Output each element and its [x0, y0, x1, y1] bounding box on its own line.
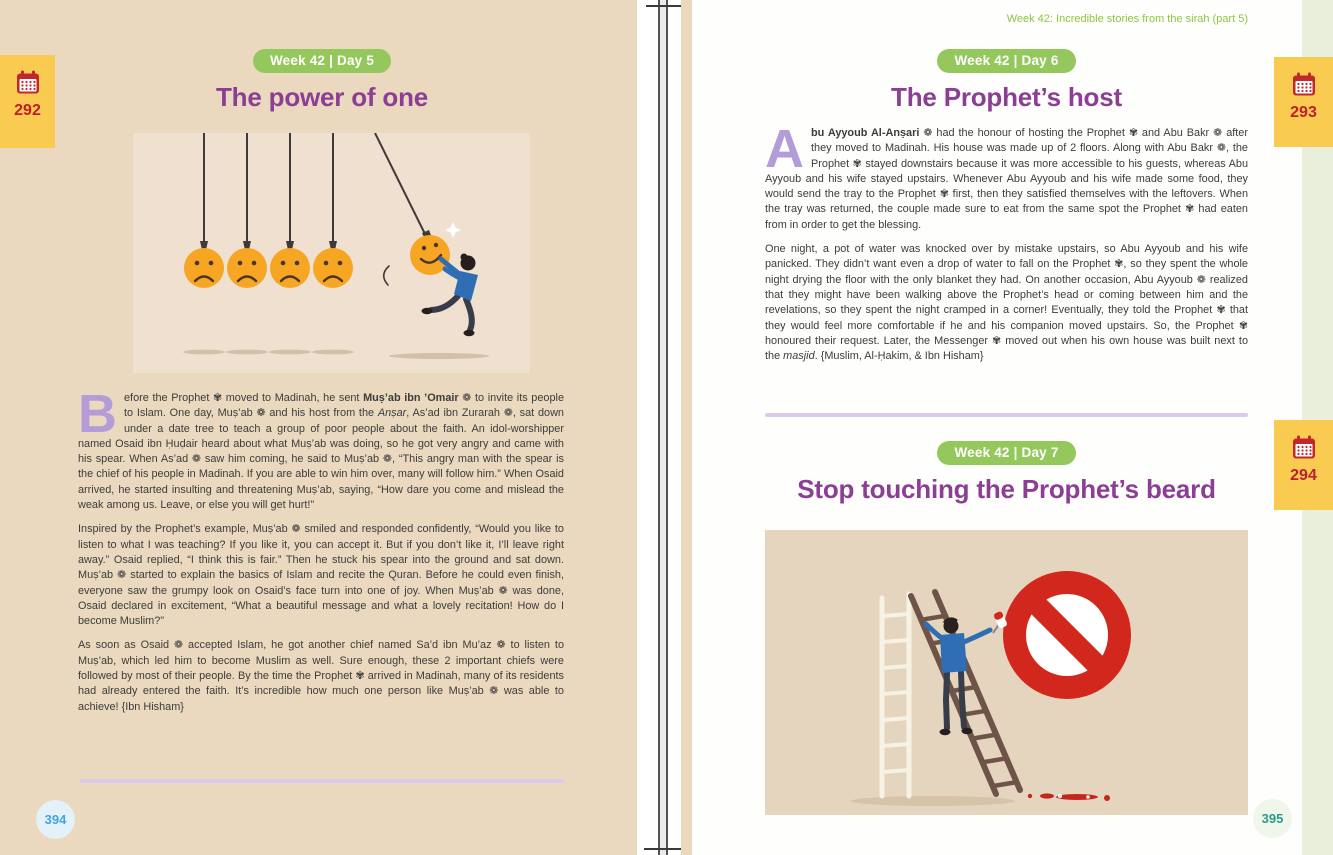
spine-line [666, 0, 668, 855]
page-edge [681, 0, 692, 855]
story-paragraph: One night, a pot of water was knocked over by mistake upstairs, so Abu Ayyoub and his wife panicked. They didn’t want even a drop of water to fall on the Prophet ✾, so they spent the whole night drying the floor with the only blanket they had. On another occasion, Abu Ayyoub ❁ realized that they might have been walking above the Prophet’s head or coming between him and the revelations, so they spent the night cramped in a corner! Eventually, they told the Prophet ✾ that they would feel more comfortable if he and his companion moved upstairs. So, the Prophet ✾ honoured their request. Later, the Messenger ✾ moved out when his own house was built next to the masjid. {Muslim, Al-Ḥakim, & Ibn Hisham} [765, 243, 1248, 363]
story-paragraph: Before the Prophet ✾ moved to Madinah, he sent Muṣ’ab ibn ’Omair ❁ to invite its people to Islam. One day, Muṣ’ab ❁ and his host from the Anṣar, As’ad ibn Zurarah ❁, sat down under a date tree to teach a group of poor people about the faith. An idol-worshipper named Osaid ibn Ḥuḍair heard about what Muṣ’ab was doing, so he got very angry and came with his spear. When As’ad ❁ saw him coming, he said to Muṣ’ab ❁, “This angry man with the spear is the chief of his people in Madinah. If you are able to win him over, many will follow him.” When Osaid arrived, he started insulting and threatening Muṣ’ab, saying, “How dare you come and mislead the weak among us. Leave, or else you will get hurt!” [78, 384, 564, 512]
dropcap: A [765, 119, 804, 179]
calendar-icon [15, 70, 41, 95]
day-badge: Week 42 | Day 5 [253, 49, 391, 73]
prohibition-sign-illustration [765, 530, 1248, 815]
day-number: 292 [14, 102, 41, 119]
sparkle-icon [445, 222, 461, 238]
book-spine-gutter [637, 0, 692, 855]
day-number: 293 [1290, 104, 1317, 121]
newtons-cradle-illustration [133, 133, 530, 373]
running-header: Week 42: Incredible stories from the sirah (part 5) [1006, 13, 1248, 25]
calendar-icon [1291, 435, 1317, 460]
story-paragraph: Abu Ayyoub Al-Anṣari ❁ had the honour of hosting the Prophet ✾ and Abu Bakr ❁ after they moved to Madinah. His house was made up of 2 floors. Along with Abu Bakr ❁, the Prophet ✾ stayed downstairs because it was more accessible to his guests, whereas Abu Ayyoub and his wife stayed upstairs. Whenever Abu Ayyoub and his wife made some food, they would send the tray to the Prophet ✾ first, then they satisfied themselves with the leftovers. When the tray was returned, the couple made sure to eat from the same spot the Prophet ✾ had eaten from in order to get the blessing. [765, 119, 1248, 231]
page-number-badge: 394 [36, 800, 75, 839]
story-day6 [765, 119, 1248, 373]
right-page [692, 0, 1333, 855]
spine-mark [644, 848, 686, 850]
story-title: The Prophet’s host [891, 82, 1122, 112]
day-tab [0, 55, 55, 148]
knots [200, 230, 432, 250]
badge-row [765, 49, 1248, 73]
section-divider [80, 779, 564, 783]
strings [204, 133, 426, 245]
story-title: The power of one [215, 82, 429, 112]
sad-face-balls [184, 248, 353, 288]
story-title: Stop touching the Prophet’s beard [797, 474, 1216, 504]
calendar-icon [1291, 72, 1317, 97]
badge-row [80, 49, 564, 73]
spine-line [658, 0, 660, 855]
prohibition-sign [1003, 571, 1131, 699]
paint-splatter [1028, 793, 1110, 801]
story-paragraph: Inspired by the Prophet’s example, Muṣ’ab ❁ smiled and responded confidently, “Would you like to listen to what I was teaching? If you like it, you can accept it. But if you don’t like it, I’ll leave right away.” Osaid replied, “I think this is fair.” Then he stuck his spear into the ground and sat down. Muṣ’ab ❁ started to explain the basics of Islam and recite the Quran. Before he could even finish, everyone saw the grumpy look on Osaid’s face turn into one of joy. When Muṣ’ab ❁ was done, Osaid declared in excitement, “What a beautiful message and what a lovely recitation! How do I become Muslim?” [78, 523, 564, 628]
day-badge: Week 42 | Day 7 [937, 441, 1075, 465]
page-number-badge: 395 [1253, 799, 1292, 838]
spine-mark [646, 5, 684, 7]
dropcap: B [78, 384, 117, 444]
story-paragraph: As soon as Osaid ❁ accepted Islam, he got another chief named Sa’d ibn Mu’az ❁ to listen to Muṣ’ab, which led him to become Muslim as well. Sure enough, these 2 important chiefs were followed by most of their people. By the time the Prophet ✾ arrived in Madinah, many of its residents had already entered the faith. It’s incredible how much one person like Muṣ’ab ❁ was able to achieve! {Ibn Hisham} [78, 639, 564, 713]
left-page [0, 0, 637, 855]
day-tab [1274, 420, 1333, 510]
happy-face-ball [384, 222, 461, 285]
shadow [851, 796, 1015, 806]
light-ladder [882, 594, 909, 796]
day-number: 294 [1290, 467, 1317, 484]
day-tab [1274, 57, 1333, 147]
section-divider [765, 413, 1248, 417]
story-day5 [78, 384, 564, 724]
badge-row [765, 441, 1248, 465]
shadows [183, 350, 489, 359]
day-badge: Week 42 | Day 6 [937, 49, 1075, 73]
